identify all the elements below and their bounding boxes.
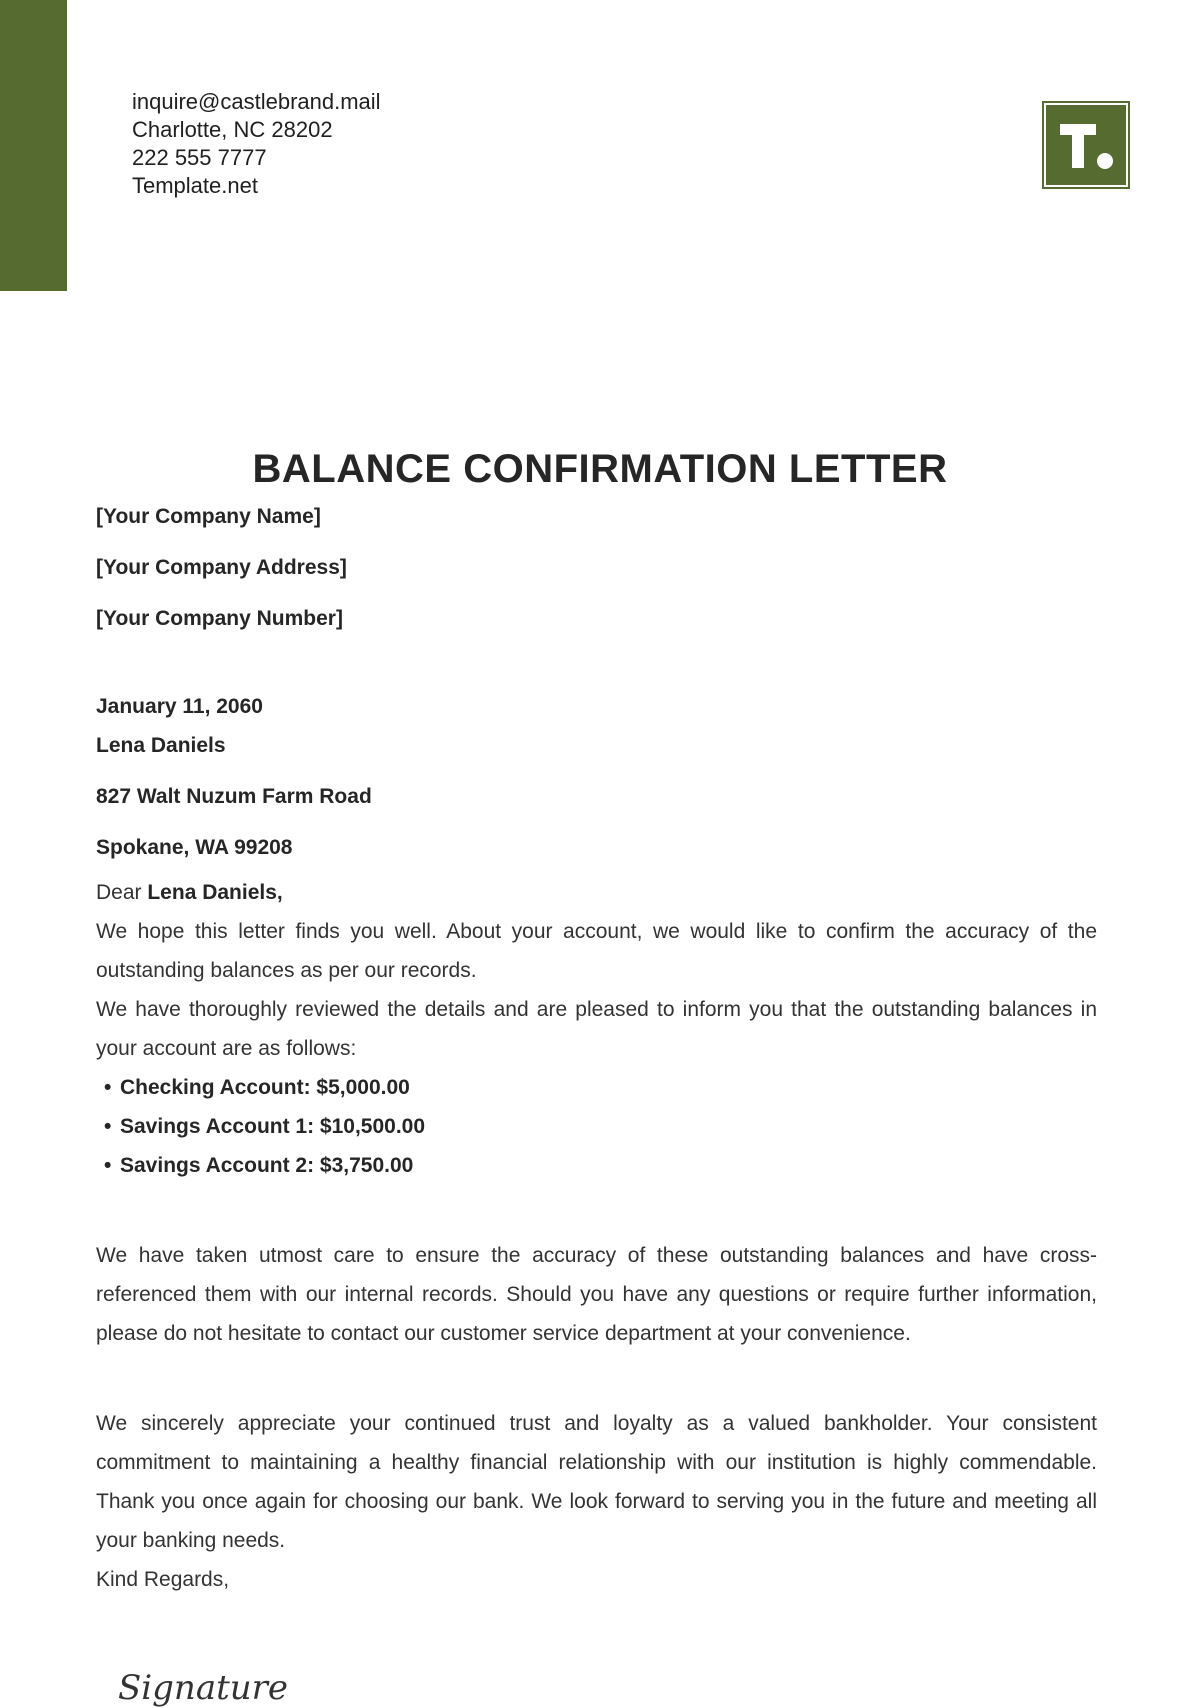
signature: Signature: [118, 1668, 289, 1708]
closing: Kind Regards,: [96, 1568, 230, 1591]
spacer: [96, 1185, 1097, 1236]
balance-item-savings-2: • Savings Account 2: $3,750.00: [96, 1146, 1097, 1185]
template-t-logo-icon: [1046, 105, 1126, 185]
salutation-greeting: Dear: [96, 881, 148, 904]
contact-email: inquire@castlebrand.mail: [132, 89, 381, 114]
accent-side-bar: [0, 0, 67, 291]
sender-company-address: [Your Company Address]: [96, 556, 347, 579]
salutation: [96, 873, 1097, 912]
spacer: [96, 1353, 1097, 1404]
contact-city: Charlotte, NC 28202: [132, 117, 333, 142]
paragraph-care: We have taken utmost care to ensure the accuracy of these outstanding balances and have cross-referenced them with our internal records. Should you have any questions or require further information, please do not hesitate to contact our customer service department at your convenience.: [96, 1244, 1097, 1345]
contact-website: Template.net: [132, 173, 258, 198]
letter-title: BALANCE CONFIRMATION LETTER: [252, 447, 948, 491]
contact-phone: 222 555 7777: [132, 145, 267, 170]
balance-item-savings-1: • Savings Account 1: $10,500.00: [96, 1107, 1097, 1146]
template-logo: [1042, 101, 1130, 189]
letter-date: January 11, 2060: [96, 695, 263, 718]
letter-body: [96, 873, 1097, 1599]
balance-item-checking: • Checking Account: $5,000.00: [96, 1068, 1097, 1107]
logo-glyph: [1046, 105, 1126, 185]
paragraph-appreciation: We sincerely appreciate your continued trust and loyalty as a valued bankholder. Your consistent commitment to maintaining a healthy financial relationship with our institution is highly commendable. Thank you once again for choosing our bank. We look forward to serving you in the future and meeting all your banking needs.: [96, 1412, 1097, 1552]
balance-list: [96, 1068, 1097, 1185]
recipient-street: 827 Walt Nuzum Farm Road: [96, 785, 372, 808]
salutation-name: Lena Daniels,: [147, 881, 283, 904]
paragraph-intro: We hope this letter finds you well. About your account, we would like to confirm the accuracy of the outstanding balances as per our records.: [96, 920, 1097, 982]
sender-block: [96, 502, 347, 655]
recipient-city: Spokane, WA 99208: [96, 836, 293, 859]
paragraph-review: We have thoroughly reviewed the details and are pleased to inform you that the outstanding balances in your account are as follows:: [96, 998, 1097, 1060]
contact-block: [132, 88, 381, 200]
sender-company-name: [Your Company Name]: [96, 505, 321, 528]
recipient-name: Lena Daniels: [96, 734, 226, 757]
sender-company-number: [Your Company Number]: [96, 607, 343, 630]
